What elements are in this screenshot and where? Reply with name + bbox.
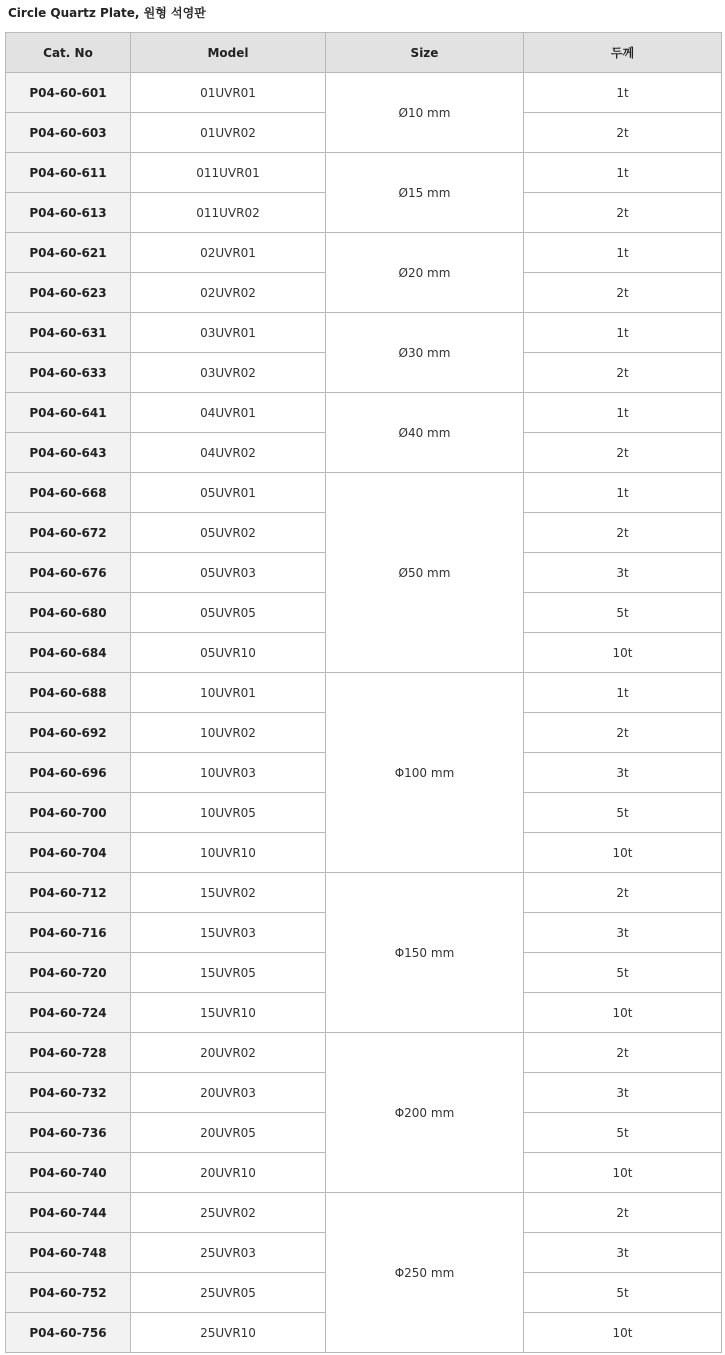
thickness-cell: 1t xyxy=(524,473,722,513)
size-cell: Φ150 mm xyxy=(326,873,524,1033)
model-cell: 10UVR05 xyxy=(131,793,326,833)
size-cell: Ø40 mm xyxy=(326,393,524,473)
model-cell: 20UVR03 xyxy=(131,1073,326,1113)
thickness-cell: 5t xyxy=(524,953,722,993)
cat-no-cell: P04-60-688 xyxy=(6,673,131,713)
thickness-cell: 10t xyxy=(524,993,722,1033)
cat-no-cell: P04-60-732 xyxy=(6,1073,131,1113)
table-row xyxy=(6,673,722,713)
page-title: Circle Quartz Plate, 원형 석영판 xyxy=(8,6,206,20)
header-cat-no: Cat. No xyxy=(6,33,131,73)
thickness-cell: 2t xyxy=(524,873,722,913)
cat-no-cell: P04-60-716 xyxy=(6,913,131,953)
model-cell: 25UVR03 xyxy=(131,1233,326,1273)
model-cell: 05UVR01 xyxy=(131,473,326,513)
thickness-cell: 2t xyxy=(524,353,722,393)
cat-no-cell: P04-60-704 xyxy=(6,833,131,873)
header-thickness: 두께 xyxy=(524,33,722,73)
size-cell: Ø30 mm xyxy=(326,313,524,393)
model-cell: 02UVR02 xyxy=(131,273,326,313)
table-row xyxy=(6,153,722,193)
table-row xyxy=(6,873,722,913)
model-cell: 05UVR10 xyxy=(131,633,326,673)
cat-no-cell: P04-60-724 xyxy=(6,993,131,1033)
cat-no-cell: P04-60-744 xyxy=(6,1193,131,1233)
model-cell: 05UVR02 xyxy=(131,513,326,553)
size-cell: Φ100 mm xyxy=(326,673,524,873)
cat-no-cell: P04-60-601 xyxy=(6,73,131,113)
size-cell: Ø50 mm xyxy=(326,473,524,673)
cat-no-cell: P04-60-613 xyxy=(6,193,131,233)
cat-no-cell: P04-60-668 xyxy=(6,473,131,513)
cat-no-cell: P04-60-700 xyxy=(6,793,131,833)
table-header xyxy=(6,33,722,73)
model-cell: 03UVR02 xyxy=(131,353,326,393)
model-cell: 25UVR05 xyxy=(131,1273,326,1313)
cat-no-cell: P04-60-728 xyxy=(6,1033,131,1073)
cat-no-cell: P04-60-696 xyxy=(6,753,131,793)
table-body xyxy=(6,73,722,1353)
model-cell: 15UVR02 xyxy=(131,873,326,913)
cat-no-cell: P04-60-692 xyxy=(6,713,131,753)
cat-no-cell: P04-60-740 xyxy=(6,1153,131,1193)
cat-no-cell: P04-60-603 xyxy=(6,113,131,153)
thickness-cell: 5t xyxy=(524,1273,722,1313)
thickness-cell: 1t xyxy=(524,393,722,433)
model-cell: 011UVR01 xyxy=(131,153,326,193)
model-cell: 15UVR10 xyxy=(131,993,326,1033)
model-cell: 05UVR05 xyxy=(131,593,326,633)
cat-no-cell: P04-60-641 xyxy=(6,393,131,433)
header-size: Size xyxy=(326,33,524,73)
thickness-cell: 2t xyxy=(524,1033,722,1073)
model-cell: 04UVR02 xyxy=(131,433,326,473)
model-cell: 03UVR01 xyxy=(131,313,326,353)
cat-no-cell: P04-60-752 xyxy=(6,1273,131,1313)
model-cell: 02UVR01 xyxy=(131,233,326,273)
thickness-cell: 10t xyxy=(524,833,722,873)
thickness-cell: 10t xyxy=(524,633,722,673)
thickness-cell: 1t xyxy=(524,313,722,353)
product-spec-table xyxy=(5,32,722,1353)
thickness-cell: 1t xyxy=(524,673,722,713)
size-cell: Φ250 mm xyxy=(326,1193,524,1353)
model-cell: 10UVR10 xyxy=(131,833,326,873)
cat-no-cell: P04-60-631 xyxy=(6,313,131,353)
model-cell: 01UVR01 xyxy=(131,73,326,113)
thickness-cell: 10t xyxy=(524,1153,722,1193)
cat-no-cell: P04-60-684 xyxy=(6,633,131,673)
model-cell: 011UVR02 xyxy=(131,193,326,233)
cat-no-cell: P04-60-676 xyxy=(6,553,131,593)
cat-no-cell: P04-60-621 xyxy=(6,233,131,273)
cat-no-cell: P04-60-680 xyxy=(6,593,131,633)
thickness-cell: 5t xyxy=(524,593,722,633)
model-cell: 10UVR03 xyxy=(131,753,326,793)
thickness-cell: 2t xyxy=(524,1193,722,1233)
model-cell: 25UVR02 xyxy=(131,1193,326,1233)
model-cell: 05UVR03 xyxy=(131,553,326,593)
cat-no-cell: P04-60-720 xyxy=(6,953,131,993)
thickness-cell: 3t xyxy=(524,553,722,593)
model-cell: 10UVR02 xyxy=(131,713,326,753)
thickness-cell: 2t xyxy=(524,713,722,753)
thickness-cell: 3t xyxy=(524,1073,722,1113)
size-cell: Ø10 mm xyxy=(326,73,524,153)
thickness-cell: 2t xyxy=(524,113,722,153)
thickness-cell: 1t xyxy=(524,233,722,273)
thickness-cell: 2t xyxy=(524,273,722,313)
thickness-cell: 2t xyxy=(524,193,722,233)
table-row xyxy=(6,313,722,353)
model-cell: 04UVR01 xyxy=(131,393,326,433)
table-row xyxy=(6,1193,722,1233)
cat-no-cell: P04-60-756 xyxy=(6,1313,131,1353)
table-row xyxy=(6,233,722,273)
model-cell: 01UVR02 xyxy=(131,113,326,153)
size-cell: Ø20 mm xyxy=(326,233,524,313)
model-cell: 25UVR10 xyxy=(131,1313,326,1353)
thickness-cell: 1t xyxy=(524,153,722,193)
thickness-cell: 3t xyxy=(524,1233,722,1273)
cat-no-cell: P04-60-633 xyxy=(6,353,131,393)
size-cell: Ø15 mm xyxy=(326,153,524,233)
table-row xyxy=(6,1033,722,1073)
thickness-cell: 5t xyxy=(524,793,722,833)
header-row xyxy=(6,33,722,73)
thickness-cell: 3t xyxy=(524,913,722,953)
header-model: Model xyxy=(131,33,326,73)
cat-no-cell: P04-60-748 xyxy=(6,1233,131,1273)
cat-no-cell: P04-60-672 xyxy=(6,513,131,553)
table-row xyxy=(6,393,722,433)
table-row xyxy=(6,73,722,113)
table-row xyxy=(6,473,722,513)
model-cell: 10UVR01 xyxy=(131,673,326,713)
thickness-cell: 2t xyxy=(524,513,722,553)
model-cell: 15UVR03 xyxy=(131,913,326,953)
thickness-cell: 2t xyxy=(524,433,722,473)
model-cell: 20UVR10 xyxy=(131,1153,326,1193)
model-cell: 20UVR05 xyxy=(131,1113,326,1153)
cat-no-cell: P04-60-611 xyxy=(6,153,131,193)
cat-no-cell: P04-60-736 xyxy=(6,1113,131,1153)
thickness-cell: 3t xyxy=(524,753,722,793)
thickness-cell: 10t xyxy=(524,1313,722,1353)
cat-no-cell: P04-60-623 xyxy=(6,273,131,313)
thickness-cell: 5t xyxy=(524,1113,722,1153)
cat-no-cell: P04-60-712 xyxy=(6,873,131,913)
model-cell: 15UVR05 xyxy=(131,953,326,993)
model-cell: 20UVR02 xyxy=(131,1033,326,1073)
thickness-cell: 1t xyxy=(524,73,722,113)
cat-no-cell: P04-60-643 xyxy=(6,433,131,473)
size-cell: Φ200 mm xyxy=(326,1033,524,1193)
